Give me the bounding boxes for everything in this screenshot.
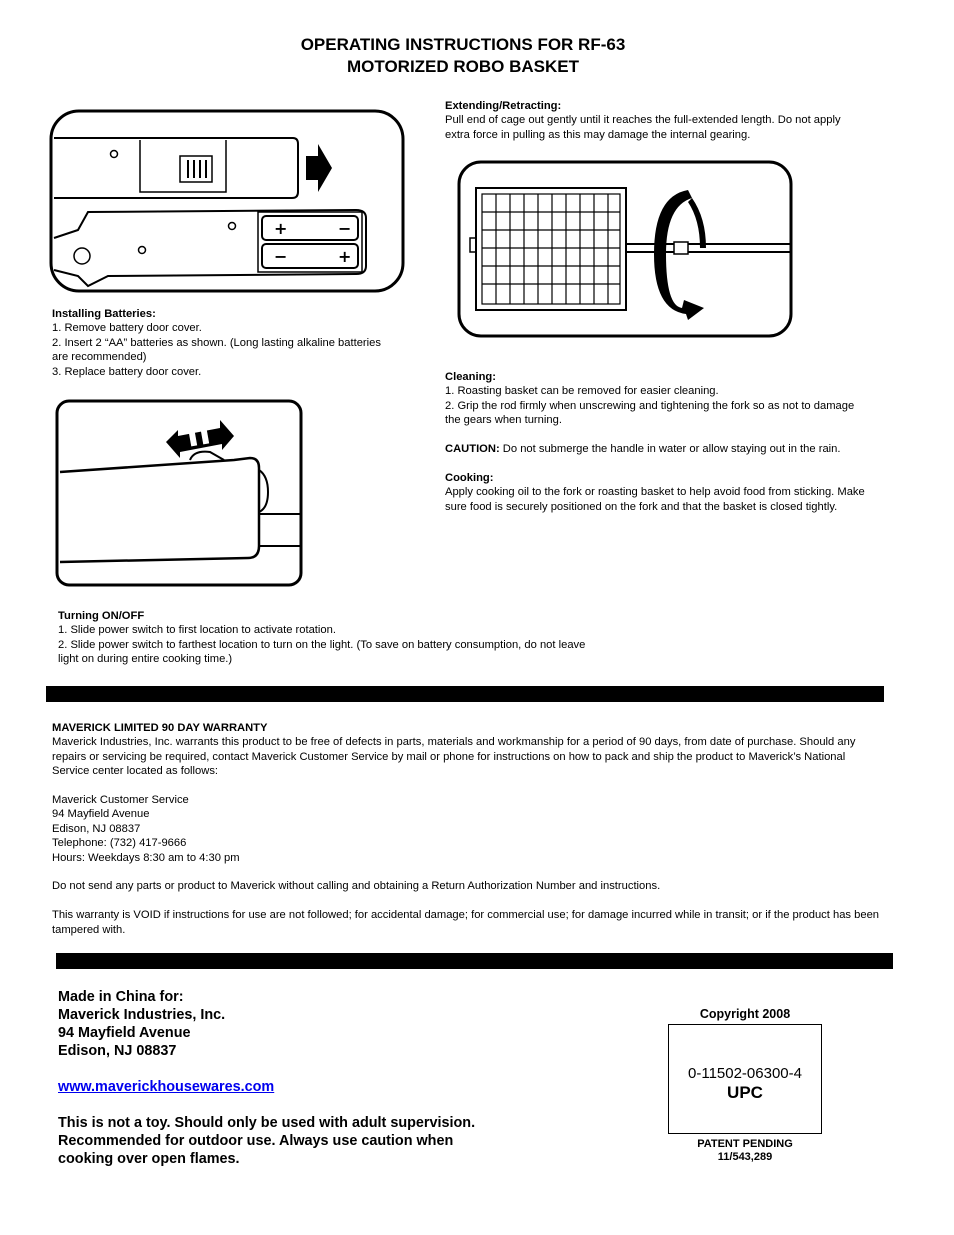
warranty-telephone: Telephone: (732) 417-9666 [52, 837, 187, 850]
footer-section [58, 988, 498, 1168]
installing-batteries-heading: Installing Batteries: [52, 308, 156, 320]
page-title [0, 34, 926, 78]
caution-text: Do not submerge the handle in water or allow staying out in the rain. [499, 443, 841, 456]
upc-label [660, 1006, 830, 1166]
warranty-intro: Maverick Industries, Inc. warrants this product to be free of defects in parts, materials and workmanship for a period of 90 days, from date of purchase. Should any repairs or servicing be required, contact Maverick Customer Service by mail or phone for instructions on how to pack and ship the product to Maverick’s National Service center located as follows: [52, 736, 856, 778]
cleaning-heading: Cleaning: [445, 371, 496, 383]
svg-text:−: − [338, 219, 352, 238]
install-step-1: 1. Remove battery door cover. [52, 322, 202, 335]
made-in-line-3: 94 Mayfield Avenue [58, 1025, 191, 1041]
turning-section [58, 609, 588, 667]
warranty-address-line-3: Edison, NJ 08837 [52, 822, 141, 835]
install-step-2: 2. Insert 2 “AA” batteries as shown. (Long lasting alkaline batteries are recommended) [52, 336, 381, 364]
toy-warning: This is not a toy. Should only be used with adult supervision. Recommended for outdoor use. Always use caution when cooking over open flames. [58, 1115, 476, 1167]
installing-batteries-section [52, 307, 392, 379]
caution-paragraph [445, 442, 865, 456]
cleaning-step-1: 1. Roasting basket can be removed for easier cleaning. [445, 385, 719, 398]
warranty-address-line-2: 94 Mayfield Avenue [52, 808, 150, 821]
cooking-text: Apply cooking oil to the fork or roasting basket to help avoid food from sticking. Make sure food is securely positioned on the fork and that the basket is closed tightly. [445, 486, 865, 513]
title-line-2: MOTORIZED ROBO BASKET [346, 57, 580, 76]
website-link[interactable]: www.maverickhousewares.com [58, 1079, 275, 1095]
upc-number: 0-11502-06300-4 [688, 1065, 802, 1082]
battery-illustration [48, 108, 406, 294]
upc-copyright: Copyright 2008 [699, 1007, 791, 1021]
extending-section [445, 99, 865, 142]
warranty-return-note: Do not send any parts or product to Maverick without calling and obtaining a Return Authorization Number and instructions. [52, 880, 661, 893]
basket-illustration [456, 158, 794, 342]
power-switch-illustration [54, 398, 304, 588]
cleaning-section [445, 370, 865, 514]
warranty-void-note: This warranty is VOID if instructions for use are not followed; for accidental damage; for commercial use; for damage incurred while in transit; or if the product has been tampered with. [52, 909, 880, 936]
made-in-line-2: Maverick Industries, Inc. [58, 1007, 226, 1023]
turning-step-2: 2. Slide power switch to farthest location to turn on the light. (To save on battery consumption, do not leave light on during entire cooking time.) [58, 638, 586, 666]
svg-text:+: + [274, 219, 288, 238]
extending-text: Pull end of cage out gently until it reaches the full-extended length. Do not apply extra force in pulling as this may damage the internal gearing. [445, 114, 841, 141]
turning-step-1: 1. Slide power switch to first location to activate rotation. [58, 624, 336, 637]
cooking-heading: Cooking: [445, 471, 494, 484]
cleaning-step-2: 2. Grip the rod firmly when unscrewing and tightening the fork so as not to damage the gears when turning. [445, 399, 855, 427]
upc-box [668, 1024, 822, 1134]
divider-bar-top [46, 686, 884, 702]
made-in-line-1: Made in China for: [58, 989, 184, 1005]
warranty-heading: MAVERICK LIMITED 90 DAY WARRANTY [52, 722, 268, 734]
warranty-section [52, 721, 882, 937]
extending-heading: Extending/Retracting: [445, 100, 562, 112]
caution-label: CAUTION: [445, 443, 500, 456]
patent-pending: PATENT PENDING [697, 1138, 793, 1150]
turning-heading: Turning ON/OFF [58, 610, 145, 622]
patent-number: 11/543,289 [717, 1151, 773, 1163]
divider-bar-bottom [56, 953, 893, 969]
install-step-3: 3. Replace battery door cover. [52, 365, 202, 378]
warranty-address-line-1: Maverick Customer Service [52, 794, 189, 807]
warranty-hours: Hours: Weekdays 8:30 am to 4:30 pm [52, 851, 240, 864]
upc-text: UPC [727, 1083, 763, 1102]
svg-text:−: − [274, 247, 288, 266]
svg-text:+: + [338, 247, 352, 266]
title-line-1: OPERATING INSTRUCTIONS FOR RF-63 [300, 35, 626, 54]
made-in-line-4: Edison, NJ 08837 [58, 1043, 177, 1059]
